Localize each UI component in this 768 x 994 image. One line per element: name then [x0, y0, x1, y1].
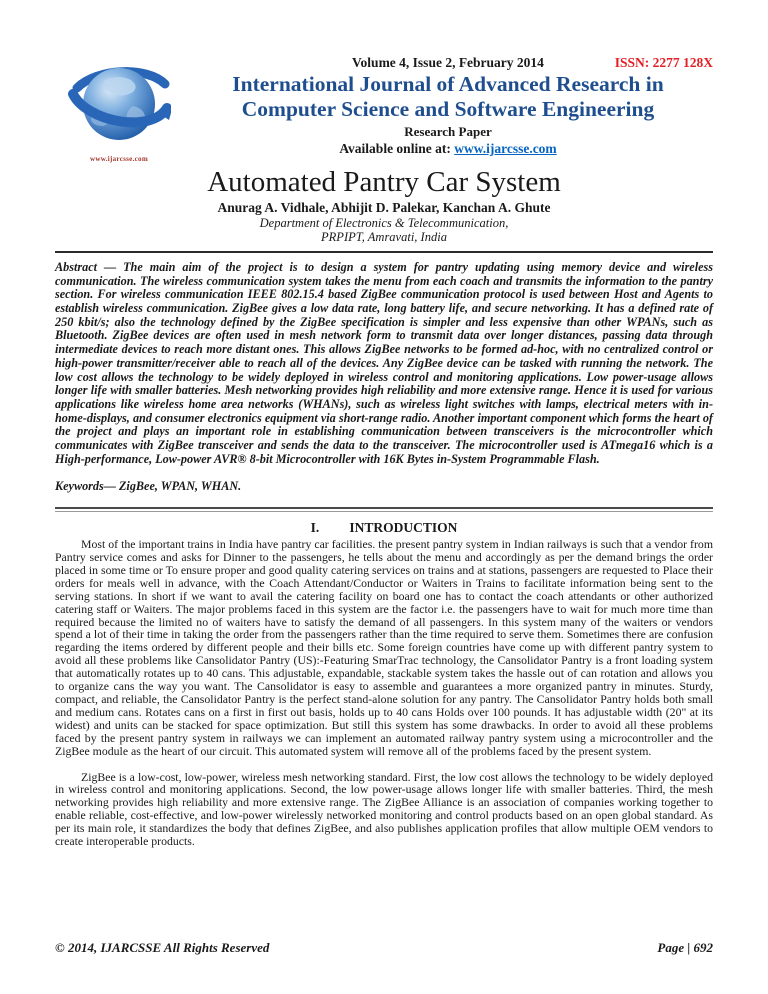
journal-header-text	[183, 54, 713, 157]
abstract-text: The main aim of the project is to design a system for pantry updating using memory device and wireless communication. The wireless communication system takes the menu from each coach and transmits the information to the pantry section. For wireless communication IEEE 802.15.4 based ZigBee communication protocol is used between Host and Agents to establish wireless communication. ZigBee gives a low data rate, long battery life, and secure networking. It has a defined rate of 250 kbit/s; also the technology defined by the ZigBee specification is simpler and less expensive than other WPANs, such as Bluetooth. ZigBee devices are often used in mesh network form to transmit data over longer distances, passing data through intermediate devices to reach more distant ones. This allows ZigBee networks to be formed ad-hoc, with no centralized control or high-power transmitter/receiver able to reach all of the devices. Any ZigBee device can be tasked with running the network. The low cost allows the technology to be widely deployed in wireless control and monitoring applications. Low power-usage allows longer life with smaller batteries. Mesh networking provides high reliability and more extensive range. Hence it is used for various applications like wireless home area networks (WHANs), such as wireless light switches with lamps, electrical meters with in-home-displays, and consumer electronics equipment via short-range radio. Another important component which forms the heart of the project and plays an important role in establishing communication between transceivers is the microcontroller which communicates with ZigBee transceiver and sends the data to the transceiver. The microcontroller used is ATmega16 which is a High-performance, Low-power AVR® 8-bit Microcontroller with 16K Bytes in-System Programmable Flash.	[55, 259, 714, 466]
introduction-heading	[55, 519, 713, 536]
globe-icon	[67, 139, 171, 156]
introduction-paragraph-1: Most of the important trains in India have pantry car facilities. the present pantry system in Indian railways is such that a vendor from Pantry service comes and asks for Dinner to the passengers, he tells about the menu and accordingly as per the demand brings the order placed in some time or To ensure proper and good quality catering services on trains and at stations, passengers are requested to Place their orders for meals well in advance, with the Coach Attendant/Conductor or Waiters in Trains to facilitate information being sent to the serving stations. In short if we want to avail the catering facility on board one has to contact the coach attendants or other authorized catering staff or Waiters. The major problems faced in this system are the factor i.e. the passengers have to wait for much more time than required because the limited no of waiters have to satisfy the demand of all passengers. In this system many of the waiters or vendors spend a lot of their time in taking the order from the passengers rather than the time required to serve them. Sometimes there are confusion regarding the items ordered by different people and their bills etc. Some foreign countries have come up with different pantry system to avoid all these problems like Cansolidator Pantry (US):-Featuring SmarTrac technology, the Cansolidator Pantry is a front loading system that automatically rotates up to 40 cans. This adjustable, expandable, stackable system takes the hassle out of can rotation and allows you to organize cans the way you want. The Cansolidator is easy to assemble and guarantees a more organized pantry in minutes. Sturdy, compact, and reliable, the Cansolidator Pantry is the perfect stand-alone solution for any pantry. The Cansolidator Pantry holds both small and medium cans. Rotates cans on a first in first out basis, holds up to 40 cans Holds over 100 pounds. It has adjustable width (20" at its widest) and units can be stacked for space optimization. But still this system has some drawbacks. In order to avoid all these problems faced by the present pantry system in railways we can implement an automated railway pantry system using a microcontroller and the ZigBee module as the heart of our circuit. This automated system will remove all of the problems faced by the present system.	[55, 537, 713, 758]
page-content	[55, 54, 713, 861]
logo-caption: www.ijarcsse.com	[90, 155, 148, 163]
copyright-notice: © 2014, IJARCSSE All Rights Reserved	[55, 940, 270, 955]
paper-title: Automated Pantry Car System	[207, 166, 561, 198]
abstract-section	[55, 261, 713, 494]
department-line: Department of Electronics & Telecommunication,	[259, 215, 509, 230]
issn-number: ISSN: 2277 128X	[614, 55, 713, 70]
introduction-section	[55, 519, 713, 848]
journal-logo	[55, 54, 183, 163]
abstract-divider-rule	[55, 507, 713, 512]
page-number: Page | 692	[657, 940, 713, 955]
page-footer	[55, 940, 713, 956]
volume-issn-row	[183, 54, 713, 71]
paper-type-label: Research Paper	[404, 124, 492, 140]
journal-header	[55, 54, 713, 163]
keywords-line: Keywords— ZigBee, WPAN, WHAN.	[55, 479, 242, 494]
header-divider-rule	[55, 251, 713, 253]
section-title: INTRODUCTION	[349, 520, 458, 536]
available-online-line	[183, 140, 713, 157]
introduction-paragraph-2: ZigBee is a low-cost, low-power, wireless mesh networking standard. First, the low cost allows the technology to be widely deployed in wireless control and monitoring applications. Second, the low power-usage allows longer life with smaller batteries. Third, the mesh networking provides high reliability and more extensive range. The ZigBee Alliance is an association of companies working together to enable reliable, cost-effective, and low-power wirelessly networked monitoring and control products based on an open global standard. As per its main role, it standardizes the body that defines ZigBee, and also publishes application profiles that allow multiple OEM vendors to create interoperable products.	[55, 769, 713, 849]
abstract-label: Abstract —	[55, 259, 124, 274]
abstract-paragraph	[55, 261, 713, 467]
title-block	[55, 167, 713, 244]
journal-website-link[interactable]: www.ijarcsse.com	[454, 141, 557, 157]
volume-line: Volume 4, Issue 2, February 2014	[352, 55, 544, 70]
authors-line: Anurag A. Vidhale, Abhijit D. Palekar, Kanchan A. Ghute	[217, 199, 551, 215]
institute-line: PRPIPT, Amravati, India	[321, 229, 447, 244]
journal-title: International Journal of Advanced Research in Computer Science and Software Engineering	[232, 72, 664, 122]
section-number: I.	[310, 520, 320, 536]
available-online-prefix: Available online at:	[339, 141, 455, 157]
